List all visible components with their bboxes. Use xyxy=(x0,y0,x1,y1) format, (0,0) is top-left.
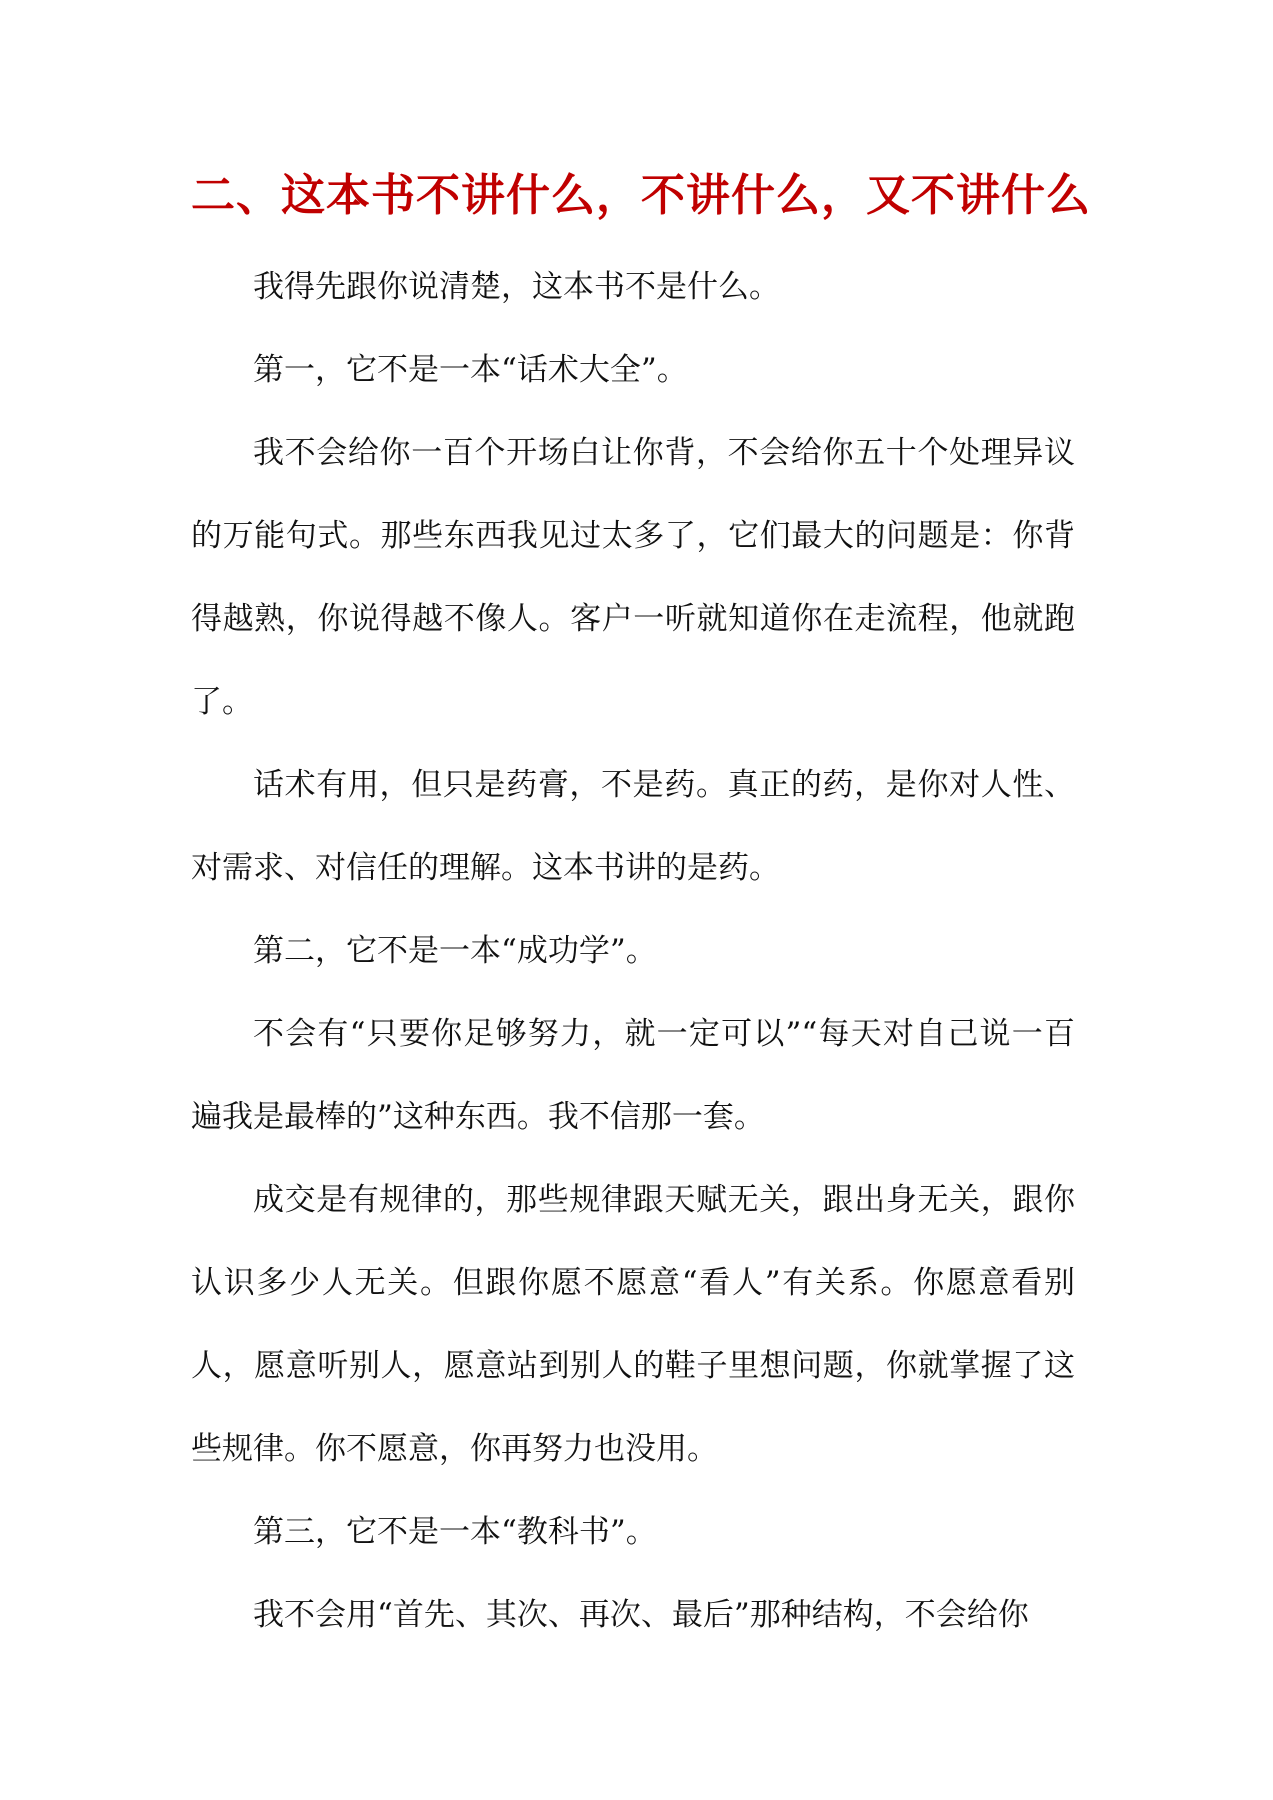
paragraph: 我得先跟你说清楚，这本书不是什么。 xyxy=(253,269,780,305)
body-text xyxy=(191,246,1075,1657)
paragraph: 我不会给你一百个开场白让你背，不会给你五十个处理异议的万能句式。那些东西我见过太多了，它们最大的问题是：你背得越熟，你说得越不像人。客户一听就知道你在走流程，他就跑了。 xyxy=(191,435,1075,720)
section-heading: 二、这本书不讲什么，不讲什么，又不讲什么 xyxy=(191,170,1091,221)
paragraph: 我不会用“首先、其次、再次、最后”那种结构，不会给你 xyxy=(253,1597,1029,1633)
paragraph: 话术有用，但只是药膏，不是药。真正的药，是你对人性、对需求、对信任的理解。这本书讲的是药。 xyxy=(191,767,1075,886)
paragraph: 第一，它不是一本“话术大全”。 xyxy=(253,352,688,388)
paragraph: 第三，它不是一本“教科书”。 xyxy=(253,1514,657,1550)
paragraph: 不会有“只要你足够努力，就一定可以”“每天对自己说一百遍我是最棒的”这种东西。我不信那一套。 xyxy=(191,1016,1075,1135)
paragraph: 第二，它不是一本“成功学”。 xyxy=(253,933,657,969)
paragraph: 成交是有规律的，那些规律跟天赋无关，跟出身无关，跟你认识多少人无关。但跟你愿不愿意“看人”有关系。你愿意看别人，愿意听别人，愿意站到别人的鞋子里想问题，你就掌握了这些规律。你不愿意，你再努力也没用。 xyxy=(191,1182,1075,1467)
